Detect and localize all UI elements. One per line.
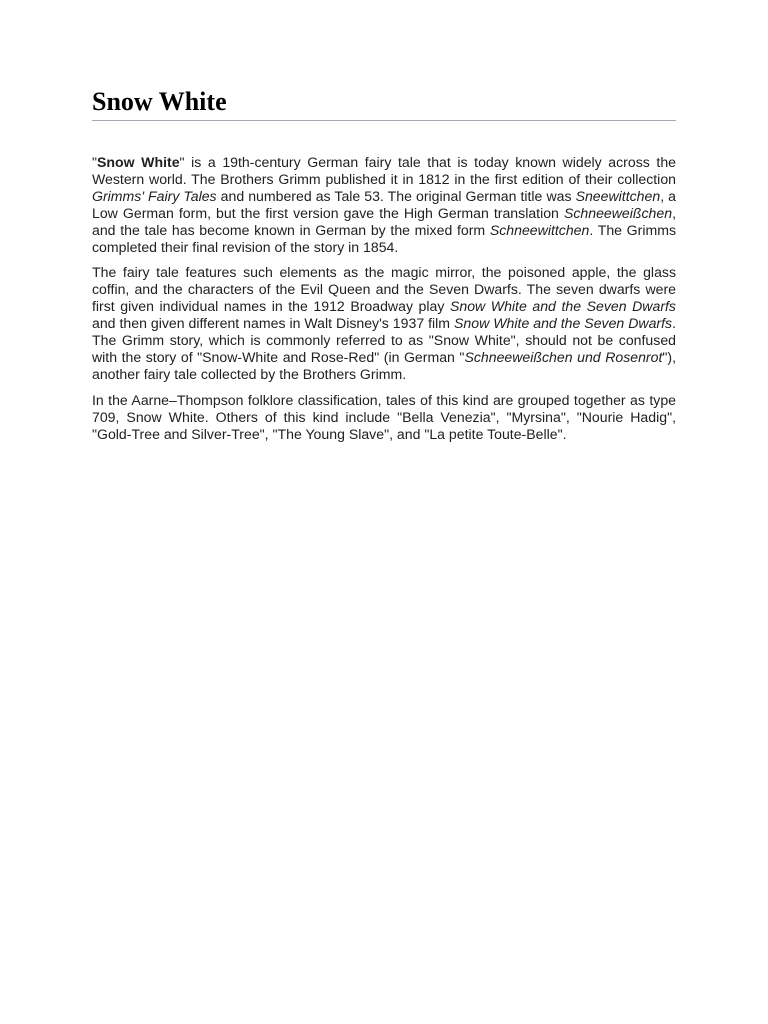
text-run: , and the tale has become known in German by the mixed form xyxy=(92,204,676,238)
text-run: " is a 19th-century German fairy tale that is today known widely across the Western world. The Brothers Grimm published it in 1812 in the first edition of their collection xyxy=(92,154,676,187)
italic-text: Snow White and the Seven Dwarfs xyxy=(449,298,676,315)
italic-text: Sneewittchen xyxy=(575,187,661,204)
italic-text: Schneeweißchen und Rosenrot xyxy=(464,348,663,365)
italic-text: Grimms' Fairy Tales xyxy=(92,187,217,204)
text-run: and then given different names in Walt Disney's 1937 film xyxy=(92,315,455,332)
title-divider xyxy=(92,120,676,121)
text-run: "), another fairy tale collected by the Brothers Grimm. xyxy=(92,348,677,382)
bold-text: Snow White xyxy=(97,154,180,170)
article-paragraph xyxy=(92,264,676,382)
page-title: Snow White xyxy=(92,87,227,116)
article-body xyxy=(92,154,676,443)
italic-text: Schneewittchen xyxy=(489,221,590,238)
text-run: , a Low German form, but the first version gave the High German translation xyxy=(92,187,676,221)
text-run: The fairy tale features such elements as the magic mirror, the poisoned apple, the glass coffin, and the characters of the Evil Queen and the Seven Dwarfs. The seven dwarfs were first given individual names in the 1912 Broadway play xyxy=(92,264,676,315)
article-paragraph xyxy=(92,392,676,443)
italic-text: Snow White and the Seven Dwarfs xyxy=(454,315,673,332)
text-run: " xyxy=(92,154,98,170)
text-run: In the Aarne–Thompson folklore classification, tales of this kind are grouped together as type 709, Snow White. Others of this kind include "Bella Venezia", "Myrsina", "Nourie Hadig", "Gold-Tree and Silver-Tree", "The Young Slave", and "La petite Toute-Belle". xyxy=(92,391,676,442)
text-run: . The Grimms completed their final revision of the story in 1854. xyxy=(92,221,676,255)
article-paragraph xyxy=(92,154,676,255)
italic-text: Schneeweißchen xyxy=(563,204,673,221)
text-run: . The Grimm story, which is commonly referred to as "Snow White", should not be confused with the story of "Snow-White and Rose-Red" (in German " xyxy=(92,315,676,365)
document-page xyxy=(92,84,676,452)
text-run: and numbered as Tale 53. The original German title was xyxy=(216,187,576,204)
